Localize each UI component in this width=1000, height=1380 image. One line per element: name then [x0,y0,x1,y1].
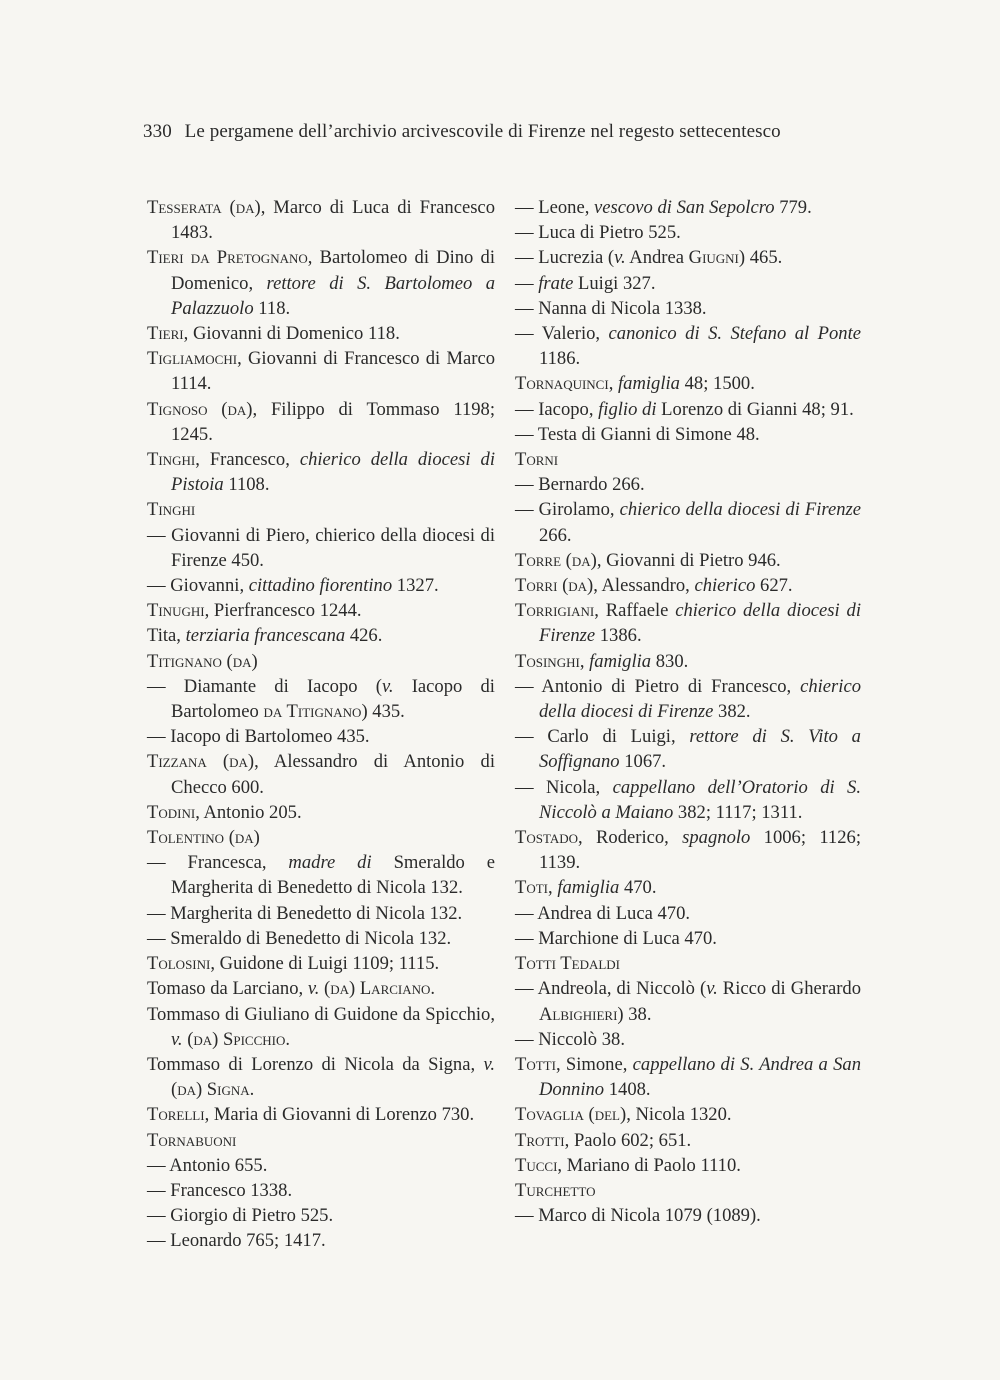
index-entry [147,1128,495,1153]
index-entry [147,976,495,1001]
entry-segment: Toti [515,877,549,899]
entry-segment: — Valerio, [515,323,609,345]
entry-segment: famiglia [617,373,680,395]
entry-segment: Tornabuoni [147,1129,237,1151]
index-entry [147,346,495,396]
index-entry [147,523,495,573]
entry-segment: — Francesco 1338. [147,1179,293,1201]
entry-segment: Tigliamochi [147,348,238,370]
entry-segment: 1386. [595,625,642,647]
index-entry [147,850,495,900]
entry-segment: Tommaso di Lorenzo di Nicola da Signa, [147,1053,484,1075]
index-entry [147,1002,495,1052]
entry-segment: — Andreola, di Niccolò ( [515,978,707,1000]
index-entry [515,875,861,900]
entry-segment: Turchetto [515,1179,596,1201]
entry-segment: 1327. [392,575,439,597]
entry-segment: — Iacopo, [515,398,599,420]
entry-segment: figlio di [598,398,657,420]
index-entry [515,1128,861,1153]
entry-segment: 1186. [539,348,581,370]
index-entry [515,1153,861,1178]
index-entry [515,1203,861,1228]
entry-segment: — Marchione di Luca 470. [515,927,717,949]
running-title: Le pergamene dell’archivio arcivescovile di Firenze nel regesto settecentesco [184,121,781,142]
index-entry [147,497,495,522]
entry-segment: v. [171,1028,183,1050]
index-entry [147,623,495,648]
entry-segment: Tosinghi [515,650,580,672]
index-entry [515,1027,861,1052]
entry-segment: — Niccolò 38. [515,1028,625,1050]
index-entry [147,901,495,926]
entry-segment: — Lucrezia ( [515,247,615,269]
entry-segment: — [515,272,539,294]
entry-segment: , Giovanni di Francesco di Marco 1114. [171,348,495,395]
entry-segment: , Guidone di Luigi 1109; 1115. [210,953,440,975]
entry-segment: Tolosini [147,953,211,975]
entry-segment: , Pierfrancesco 1244. [204,600,362,622]
index-entry [147,598,495,623]
entry-segment: Totti Tedaldi [515,953,621,975]
entry-segment: , Giovanni di Domenico 118. [183,323,400,345]
entry-segment: canonico di S. Stefano al Ponte [608,323,861,345]
entry-segment: Iacopo di Bartolomeo [171,675,495,723]
index-entry [515,371,861,396]
entry-segment: Torni [515,449,559,471]
index-entry [147,573,495,598]
entry-segment: Andrea [625,247,689,269]
entry-segment: — Diamante di Iacopo ( [147,675,382,697]
entry-segment: Torelli [147,1104,205,1126]
entry-segment: , Nicola 1320. [626,1104,732,1126]
entry-segment: , Giovanni di Pietro 946. [596,549,781,571]
entry-segment: Tieri [147,323,184,345]
entry-segment: Tinughi [147,600,205,622]
entry-segment: Totti [515,1053,556,1075]
entry-segment: . [249,1079,255,1101]
entry-segment: ) 465. [738,247,783,269]
entry-segment: 382. [713,701,751,723]
index-entry [515,976,861,1026]
entry-segment: — Margherita di Benedetto di Nicola 132. [147,902,463,924]
entry-segment: v. [307,978,320,1000]
index-entry [515,548,861,573]
entry-segment: chierico della diocesi di Firenze [539,675,861,723]
entry-segment: famiglia [589,650,652,672]
index-entry [515,195,861,220]
entry-segment: — Nanna di Nicola 1338. [515,297,707,319]
entry-segment: Tomaso da Larciano, [147,978,308,1000]
entry-segment: (da) Signa [171,1079,250,1101]
entry-segment: rettore di S. Bartolomeo a Palazzuolo [171,272,496,319]
index-entry [147,926,495,951]
entry-segment: 382; 1117; 1311. [673,801,803,823]
index-entry [515,245,861,270]
index-entry [147,1052,495,1102]
index-entry [147,674,495,724]
entry-segment: Tommaso di Giuliano di Guidone da Spicchio, [147,1003,495,1025]
entry-segment: 48; 1500. [679,373,755,395]
entry-segment: Tornaquinci [515,373,609,395]
index-column-right [515,195,861,1228]
entry-segment: Lorenzo di Gianni 48; 91. [656,398,854,420]
entry-segment: spagnolo [682,827,751,849]
index-entry [147,447,495,497]
entry-segment: — Giovanni, [147,575,249,597]
index-entry [515,573,861,598]
page-number: 330 [143,121,172,142]
entry-segment: , Simone, [555,1053,633,1075]
entry-segment: 1408. [604,1079,651,1101]
entry-segment: — Francesca, [147,852,289,874]
index-entry [515,724,861,774]
entry-segment: 426. [345,625,383,647]
index-entry [515,775,861,825]
entry-segment: 118. [253,297,291,319]
entry-segment: , Maria di Giovanni di Lorenzo 730. [204,1104,475,1126]
entry-segment: . [430,978,436,1000]
entry-segment: chierico della diocesi di Firenze [619,499,861,521]
entry-segment: frate [538,272,574,294]
index-entry [515,1178,861,1203]
entry-segment: , [608,373,618,395]
index-entry [147,1228,495,1253]
index-entry [515,271,861,296]
entry-segment: — Marco di Nicola 1079 (1089). [515,1205,761,1227]
entry-segment: Todini [147,801,196,823]
entry-segment: — Giorgio di Pietro 525. [147,1205,334,1227]
entry-segment: , Marco di Luca di Francesco 1483. [171,197,495,244]
entry-segment: 1006; 1126; 1139. [539,827,861,874]
entry-segment: Ricco di Gherardo [717,978,861,1000]
entry-segment: , Raffaele [594,600,676,622]
entry-segment: cappellano dell’Oratorio di S. Niccolò a Maiano [539,776,861,823]
entry-segment: — Leone, [515,197,594,218]
entry-segment: — Girolamo, [515,499,620,521]
entry-segment: terziaria francescana [185,625,346,647]
index-entry [515,422,861,447]
entry-segment: — Iacopo di Bartolomeo 435. [147,726,370,748]
entry-segment: — Testa di Gianni di Simone 48. [515,423,760,445]
entry-segment: v. [614,247,626,269]
index-entry [515,674,861,724]
index-entry [147,800,495,825]
entry-segment: 1108. [223,474,270,496]
entry-segment: Titignano (da) [147,650,258,672]
index-column-left [147,195,495,1254]
entry-segment: cittadino fiorentino [248,575,393,597]
entry-segment: Torre (da) [515,549,597,571]
index-entry [515,321,861,371]
entry-segment: Smeraldo e Margherita di Benedetto di Nicola 132. [171,852,496,899]
entry-segment: , Antonio 205. [195,801,302,823]
index-entry [147,321,495,346]
entry-segment: , Bartolomeo di Dino di Domenico, [171,247,495,294]
entry-segment: madre di [288,852,372,874]
index-entry [515,1102,861,1127]
entry-segment: Trotti [515,1129,565,1151]
entry-segment: chierico della diocesi di Firenze [539,600,861,647]
entry-segment: — Luca di Pietro 525. [515,222,681,244]
entry-segment: v. [381,675,394,697]
entry-segment: . [285,1028,290,1050]
entry-segment: , Francesco, [195,449,300,471]
index-entry [147,1203,495,1228]
entry-segment: — Bernardo 266. [515,474,645,496]
entry-segment: rettore di S. Vito a Soffignano [539,726,861,773]
index-entry [515,598,861,648]
entry-segment: famiglia [557,877,620,899]
entry-segment: — Leonardo 765; 1417. [147,1230,326,1252]
index-entry [147,724,495,749]
entry-segment: Tita, [147,625,186,647]
entry-segment: Tesserata (da) [147,197,261,218]
entry-segment: 1067. [619,751,667,773]
entry-segment: Luigi 327. [573,272,656,294]
entry-segment: Giugni [688,247,739,269]
entry-segment: Tostado [515,827,579,849]
entry-segment: — Carlo di Luigi, [515,726,690,748]
entry-segment: (da) Spicchio [187,1028,286,1050]
entry-segment: 779. [774,197,812,218]
index-entry [515,901,861,926]
entry-segment: 830. [651,650,689,672]
entry-segment: Tizzana (da) [147,751,255,773]
index-entry [515,397,861,422]
index-entry [515,951,861,976]
entry-segment: v. [483,1053,495,1075]
entry-segment: — Andrea di Luca 470. [515,902,691,924]
entry-segment: vescovo di San Sepolcro [594,197,775,218]
index-entry [147,825,495,850]
running-header [143,121,781,143]
index-entry [515,472,861,497]
entry-segment: Tolentino (da) [147,827,260,849]
entry-segment: Tinghi [147,449,196,471]
entry-segment: Tinghi [147,499,196,521]
index-entry [147,1102,495,1127]
entry-segment: — Antonio di Pietro di Francesco, [515,675,801,697]
index-entry [515,220,861,245]
entry-segment: , Alessandro di Antonio di Checco 600. [171,751,495,798]
entry-segment: 627. [755,575,793,597]
index-entry [147,951,495,976]
entry-segment: Torri (da) [515,575,594,597]
index-entry [515,296,861,321]
index-entry [147,1153,495,1178]
entry-segment: 470. [619,877,657,899]
entry-segment: cappellano di S. Andrea a San Donnino [539,1053,861,1101]
entry-segment: Torrigiani [515,600,595,622]
entry-segment: — Smeraldo di Benedetto di Nicola 132. [147,927,452,949]
index-entry [147,195,495,245]
index-entry [515,497,861,547]
entry-segment: Tieri da Pretognano [147,247,308,269]
entry-segment: , Roderico, [578,827,683,849]
entry-segment: 266. [539,524,572,546]
index-entry [147,397,495,447]
entry-segment: , [548,877,558,899]
index-entry [147,649,495,674]
entry-segment: v. [706,978,718,1000]
entry-segment: , Alessandro, [593,575,695,597]
index-entry [147,749,495,799]
entry-segment: , [579,650,590,672]
index-entry [515,926,861,951]
index-entry [515,825,861,875]
index-entry [515,1052,861,1102]
index-entry [147,1178,495,1203]
entry-segment: Tucci [515,1154,558,1176]
entry-segment: ) 435. [361,701,405,723]
index-entry [147,245,495,321]
entry-segment: , Paolo 602; 651. [564,1129,692,1151]
entry-segment: , Filippo di Tommaso 1198; 1245. [171,398,495,445]
entry-segment: — Nicola, [515,776,613,798]
index-entry [515,649,861,674]
entry-segment: Tovaglia (del) [515,1104,627,1126]
entry-segment: da Titignano [263,701,362,723]
entry-segment: (da) Larciano [324,978,431,1000]
entry-segment: chierico [694,575,756,597]
entry-segment: — Antonio 655. [147,1154,268,1176]
entry-segment: , Mariano di Paolo 1110. [557,1154,741,1176]
entry-segment: ) 38. [617,1003,652,1025]
entry-segment: Albighieri [539,1003,618,1025]
index-entry [515,447,861,472]
entry-segment: Tignoso (da) [147,398,253,420]
entry-segment: chierico della diocesi di Pistoia [171,449,495,496]
entry-segment: — Giovanni di Piero, chierico della diocesi di Firenze 450. [147,524,495,571]
